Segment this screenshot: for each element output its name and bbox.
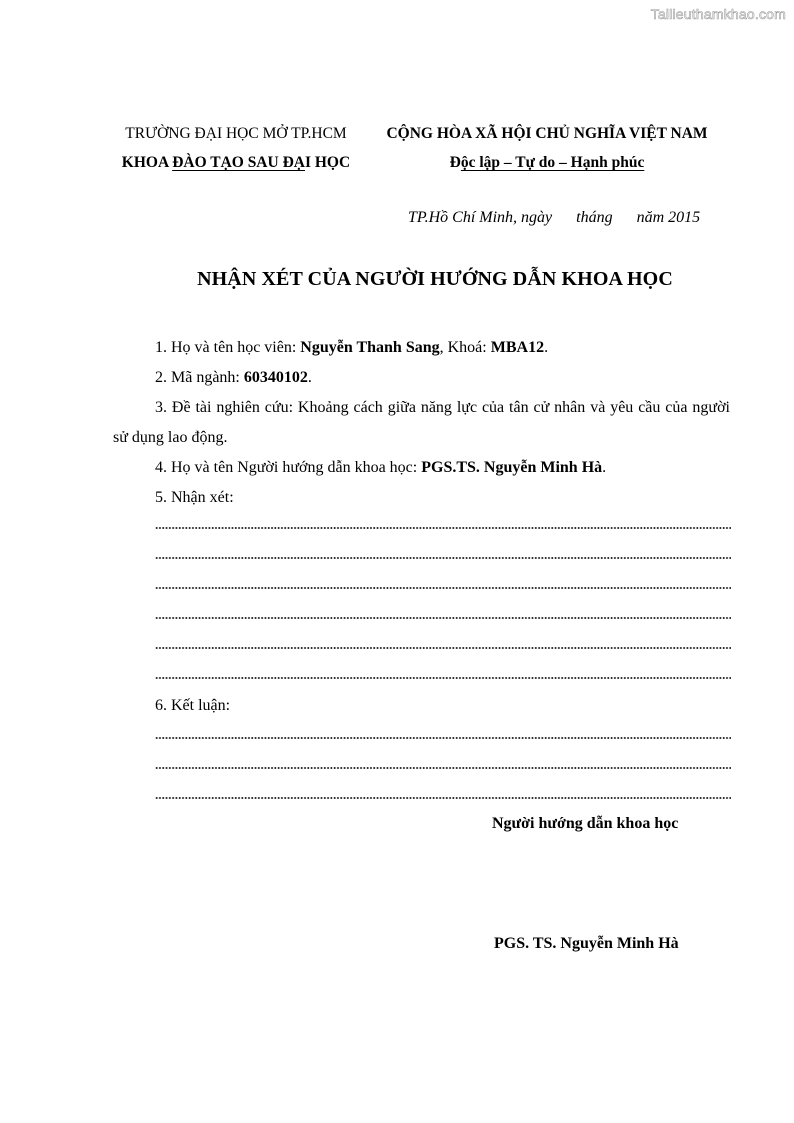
faculty-underlined: ĐÀO TẠO SAU ĐẠ <box>172 154 305 171</box>
comment-line-4[interactable] <box>155 617 731 619</box>
comment-line-3[interactable] <box>155 587 731 589</box>
supervisor-label: 4. Họ và tên Người hướng dẫn khoa học: <box>155 459 422 476</box>
course-value: MBA12 <box>490 339 545 356</box>
country-name: CỘNG HÒA XÃ HỘI CHỦ NGHĨA VIỆT NAM <box>386 125 708 142</box>
conclusion-line-3[interactable] <box>155 797 731 799</box>
conclusion-line-1[interactable] <box>155 737 731 739</box>
item-major-code <box>113 363 730 393</box>
comment-line-6[interactable] <box>155 677 731 679</box>
supervisor-end: . <box>602 459 607 476</box>
conclusion-label: 6. Kết luận: <box>155 697 231 714</box>
motto-underlined: ộc lập – Tự do – Hạnh phúc <box>460 154 645 171</box>
motto-prefix: Đ <box>449 154 461 171</box>
university-name: TRƯỜNG ĐẠI HỌC MỞ TP.HCM <box>125 125 347 142</box>
major-code-end: . <box>307 369 312 386</box>
supervisor-value: PGS.TS. Nguyễn Minh Hà <box>421 459 603 476</box>
major-code-label: 2. Mã ngành: <box>155 369 244 386</box>
comments-label: 5. Nhận xét: <box>155 489 234 506</box>
course-label: , Khoá: <box>439 339 491 356</box>
comment-line-1[interactable] <box>155 527 731 529</box>
comment-line-2[interactable] <box>155 557 731 559</box>
faculty-name <box>100 148 372 177</box>
student-end: . <box>544 339 549 356</box>
item-student <box>113 333 730 363</box>
faculty-prefix: KHOA <box>121 154 173 171</box>
document-title: NHẬN XÉT CỦA NGƯỜI HƯỚNG DẪN KHOA HỌC <box>197 268 673 290</box>
comment-line-5[interactable] <box>155 647 731 649</box>
institution-header <box>100 119 372 177</box>
national-motto <box>372 148 722 177</box>
conclusion-line-2[interactable] <box>155 767 731 769</box>
signature-name: PGS. TS. Nguyễn Minh Hà <box>494 935 679 952</box>
faculty-suffix: I HỌC <box>304 154 351 171</box>
national-header <box>372 119 722 177</box>
major-code-value: 60340102 <box>243 369 308 386</box>
item-supervisor <box>113 453 730 483</box>
item-thesis: 3. Đề tài nghiên cứu: Khoảng cách giữa năng lực của tân cử nhân và yêu cầu của người sử dụng lao động. <box>113 399 730 446</box>
student-label: 1. Họ và tên học viên: <box>155 339 301 356</box>
watermark: Tailieuthamkhao.com <box>650 6 786 22</box>
signature-title: Người hướng dẫn khoa học <box>492 815 679 832</box>
date-line: TP.Hồ Chí Minh, ngày tháng năm 2015 <box>408 209 701 226</box>
student-name: Nguyễn Thanh Sang <box>300 339 440 356</box>
